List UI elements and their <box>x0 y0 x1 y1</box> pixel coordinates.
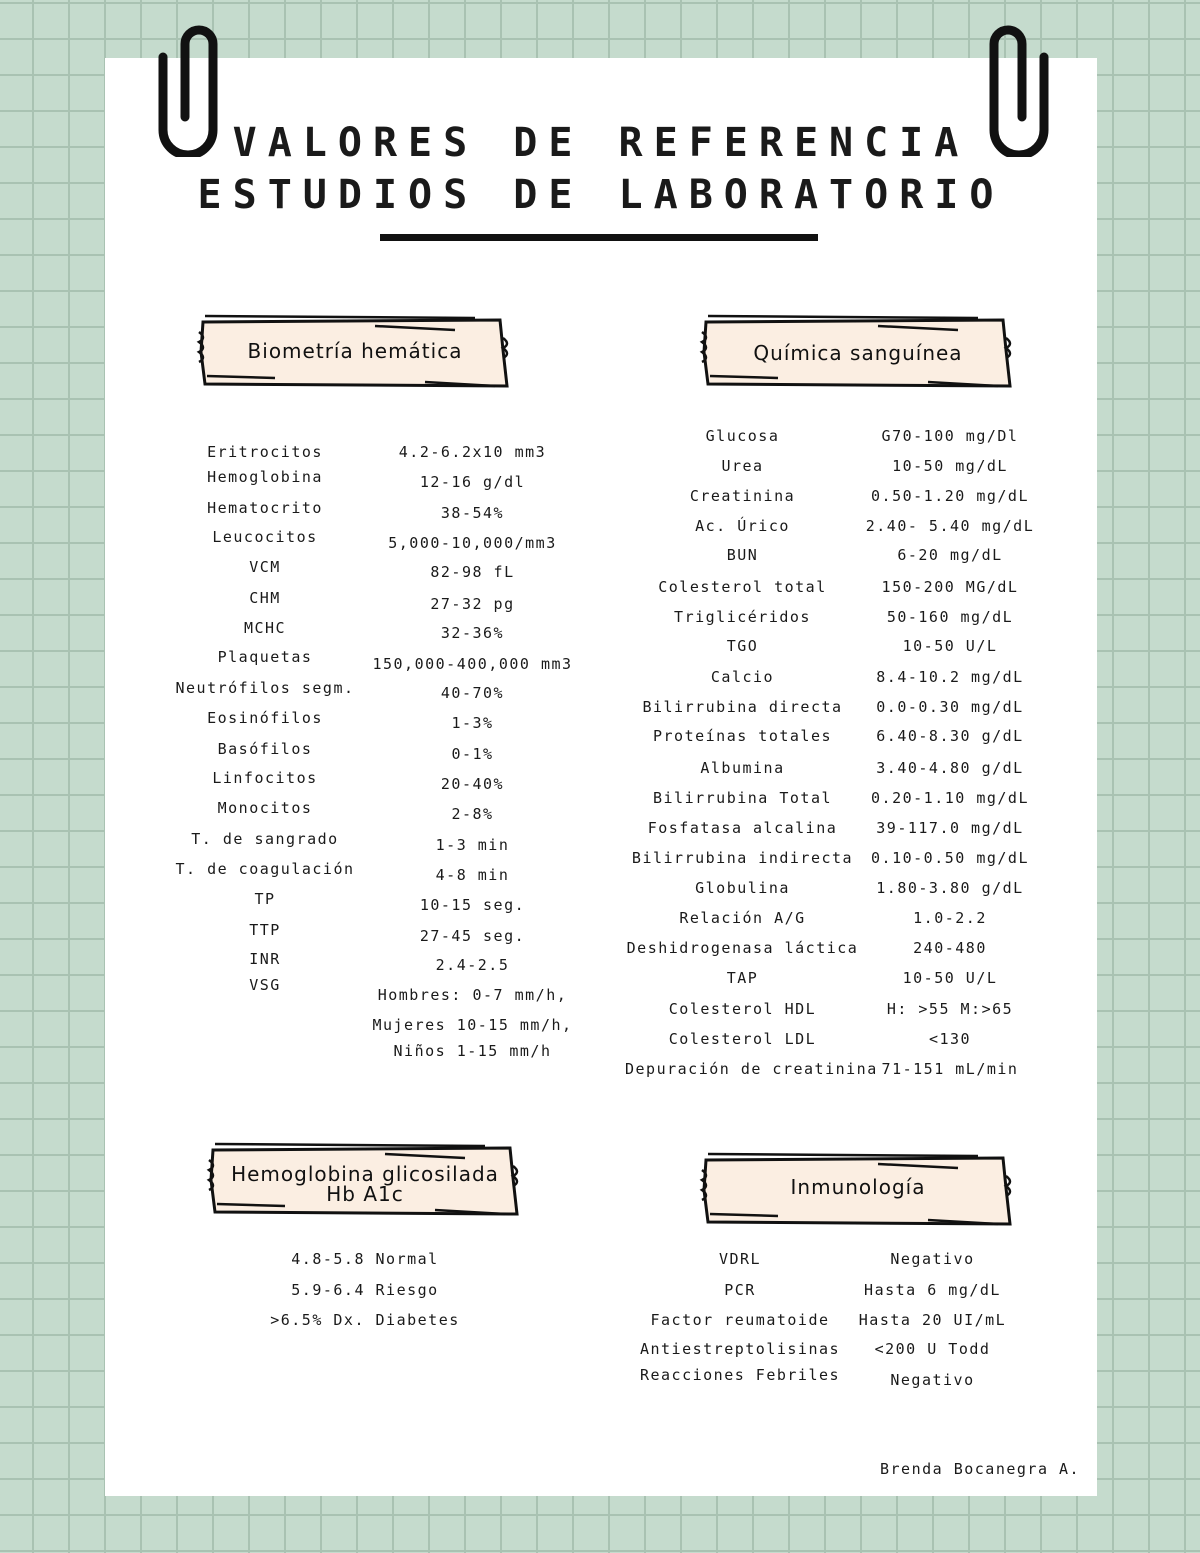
biometria-value: 1-3 min <box>435 836 510 854</box>
quimica-value: 8.4-10.2 mg/dL <box>876 668 1024 686</box>
hba1c-line: >6.5% Dx. Diabetes <box>270 1311 460 1329</box>
quimica-value: 71-151 mL/min <box>881 1060 1019 1078</box>
quimica-value: 150-200 MG/dL <box>881 578 1019 596</box>
biometria-label: T. de sangrado <box>191 830 339 848</box>
section-heading <box>205 1164 525 1204</box>
quimica-value: 10-50 mg/dL <box>892 457 1008 475</box>
inmunologia-label: PCR <box>724 1281 756 1299</box>
biometria-value: 5,000-10,000/mm3 <box>388 534 557 552</box>
quimica-label: Fosfatasa alcalina <box>647 819 838 837</box>
quimica-value: G70-100 mg/Dl <box>881 427 1019 445</box>
inmunologia-label: Reacciones Febriles <box>639 1366 841 1384</box>
title-underline <box>380 234 818 241</box>
quimica-label: Colesterol HDL <box>668 1000 817 1018</box>
quimica-value: 50-160 mg/dL <box>886 608 1014 626</box>
biometria-label: Plaquetas <box>217 648 313 666</box>
quimica-label: Proteínas totales <box>652 727 833 745</box>
section-heading: Inmunología <box>790 1175 926 1199</box>
quimica-value: 10-50 U/L <box>902 637 998 655</box>
quimica-label: Depuración de creatinina <box>625 1060 878 1078</box>
quimica-label: Triglicéridos <box>674 608 811 626</box>
quimica-value: 1.80-3.80 g/dL <box>876 879 1024 897</box>
biometria-value: Mujeres 10-15 mm/h, <box>372 1016 573 1034</box>
quimica-value: <130 <box>928 1030 972 1048</box>
quimica-label: Albumina <box>700 759 785 777</box>
biometria-label: Leucocitos <box>212 528 318 546</box>
biometria-label: Eosinófilos <box>207 709 323 727</box>
inmunologia-label: VDRL <box>718 1250 762 1268</box>
biometria-label: CHM <box>249 589 281 607</box>
section-banner-biometria <box>195 312 515 394</box>
quimica-label: Relación A/G <box>679 909 806 927</box>
biometria-label: Hemoglobina <box>207 468 323 486</box>
biometria-label: T. de coagulación <box>175 860 355 878</box>
quimica-label: Bilirrubina directa <box>642 698 843 716</box>
biometria-value: 2-8% <box>451 805 494 823</box>
quimica-label: Deshidrogenasa láctica <box>626 939 859 957</box>
quimica-value: 6.40-8.30 g/dL <box>876 727 1024 745</box>
inmunologia-value: Hasta 6 mg/dL <box>864 1281 1001 1299</box>
biometria-value: 150,000-400,000 mm3 <box>372 655 573 673</box>
hba1c-line: 5.9-6.4 Riesgo <box>291 1281 439 1299</box>
inmunologia-label: Factor reumatoide <box>650 1311 830 1329</box>
biometria-value: 0-1% <box>451 745 494 763</box>
quimica-label: Colesterol LDL <box>668 1030 817 1048</box>
author-signature: Brenda Bocanegra A. <box>880 1460 1081 1478</box>
quimica-value: 10-50 U/L <box>902 969 998 987</box>
quimica-value: H: >55 M:>65 <box>886 1000 1014 1018</box>
biometria-value: 1-3% <box>451 714 494 732</box>
quimica-label: TGO <box>726 637 759 655</box>
biometria-value: 38-54% <box>440 504 505 522</box>
page-title-line-1: VALORES DE REFERENCIA <box>232 120 970 166</box>
biometria-value: Hombres: 0-7 mm/h, <box>377 986 568 1004</box>
page-title-line-2: ESTUDIOS DE LABORATORIO <box>197 172 1005 218</box>
biometria-value: 82-98 fL <box>430 563 515 581</box>
quimica-value: 39-117.0 mg/dL <box>876 819 1024 837</box>
section-heading: Biometría hemática <box>247 339 463 363</box>
biometria-label: TP <box>254 890 276 908</box>
inmunologia-value: <200 U Todd <box>874 1340 991 1358</box>
quimica-label: Calcio <box>710 668 775 686</box>
quimica-label: Creatinina <box>689 487 796 505</box>
biometria-label: VCM <box>249 558 281 576</box>
section-heading: Química sanguínea <box>753 341 963 365</box>
biometria-label: Linfocitos <box>212 769 318 787</box>
biometria-label: Neutrófilos segm. <box>175 679 355 697</box>
biometria-value: 40-70% <box>440 684 505 702</box>
biometria-label: VSG <box>249 976 281 994</box>
biometria-label: TTP <box>249 921 281 939</box>
section-heading-line-1: Hemoglobina glicosilada <box>231 1162 499 1186</box>
quimica-label: Urea <box>721 457 764 475</box>
biometria-label: INR <box>249 950 281 968</box>
section-banner-inmunologia <box>698 1150 1018 1232</box>
section-heading-line-2: Hb A1c <box>326 1182 404 1206</box>
biometria-value: 27-32 pg <box>430 595 515 613</box>
quimica-label: Glucosa <box>705 427 780 445</box>
quimica-value: 3.40-4.80 g/dL <box>876 759 1024 777</box>
biometria-value: 20-40% <box>440 775 505 793</box>
quimica-value: 2.40- 5.40 mg/dL <box>865 517 1035 535</box>
biometria-value: 12-16 g/dl <box>419 473 526 491</box>
biometria-value: 27-45 seg. <box>419 927 526 945</box>
quimica-value: 240-480 <box>913 939 987 957</box>
biometria-value: 32-36% <box>440 624 505 642</box>
quimica-label: Colesterol total <box>658 578 827 596</box>
quimica-value: 0.50-1.20 mg/dL <box>871 487 1029 505</box>
quimica-value: 6-20 mg/dL <box>897 546 1003 564</box>
biometria-label: Eritrocitos <box>207 443 323 461</box>
biometria-value: 4.2-6.2x10 mm3 <box>398 443 547 461</box>
biometria-value: 4-8 min <box>435 866 510 884</box>
hba1c-line: 4.8-5.8 Normal <box>291 1250 439 1268</box>
quimica-value: 0.20-1.10 mg/dL <box>871 789 1029 807</box>
quimica-value: 1.0-2.2 <box>913 909 987 927</box>
biometria-value: Niños 1-15 mm/h <box>393 1042 552 1060</box>
quimica-value: 0.10-0.50 mg/dL <box>871 849 1029 867</box>
section-banner-quimica <box>698 312 1018 394</box>
biometria-label: Monocitos <box>217 799 313 817</box>
inmunologia-value: Negativo <box>890 1250 975 1268</box>
quimica-label: BUN <box>726 546 759 564</box>
inmunologia-label: Antiestreptolisinas <box>639 1340 841 1358</box>
biometria-value: 10-15 seg. <box>419 896 526 914</box>
quimica-label: Bilirrubina Total <box>652 789 833 807</box>
quimica-value: 0.0-0.30 mg/dL <box>876 698 1024 716</box>
quimica-label: Bilirrubina indirecta <box>631 849 854 867</box>
biometria-label: Basófilos <box>217 740 313 758</box>
biometria-value: 2.4-2.5 <box>435 956 510 974</box>
biometria-label: MCHC <box>243 619 287 637</box>
biometria-label: Hematocrito <box>207 499 323 517</box>
section-banner-hba1c <box>205 1140 525 1222</box>
inmunologia-value: Hasta 20 UI/mL <box>858 1311 1007 1329</box>
inmunologia-value: Negativo <box>890 1371 975 1389</box>
quimica-label: Globulina <box>695 879 790 897</box>
quimica-label: Ac. Úrico <box>695 517 790 535</box>
quimica-label: TAP <box>726 969 759 987</box>
